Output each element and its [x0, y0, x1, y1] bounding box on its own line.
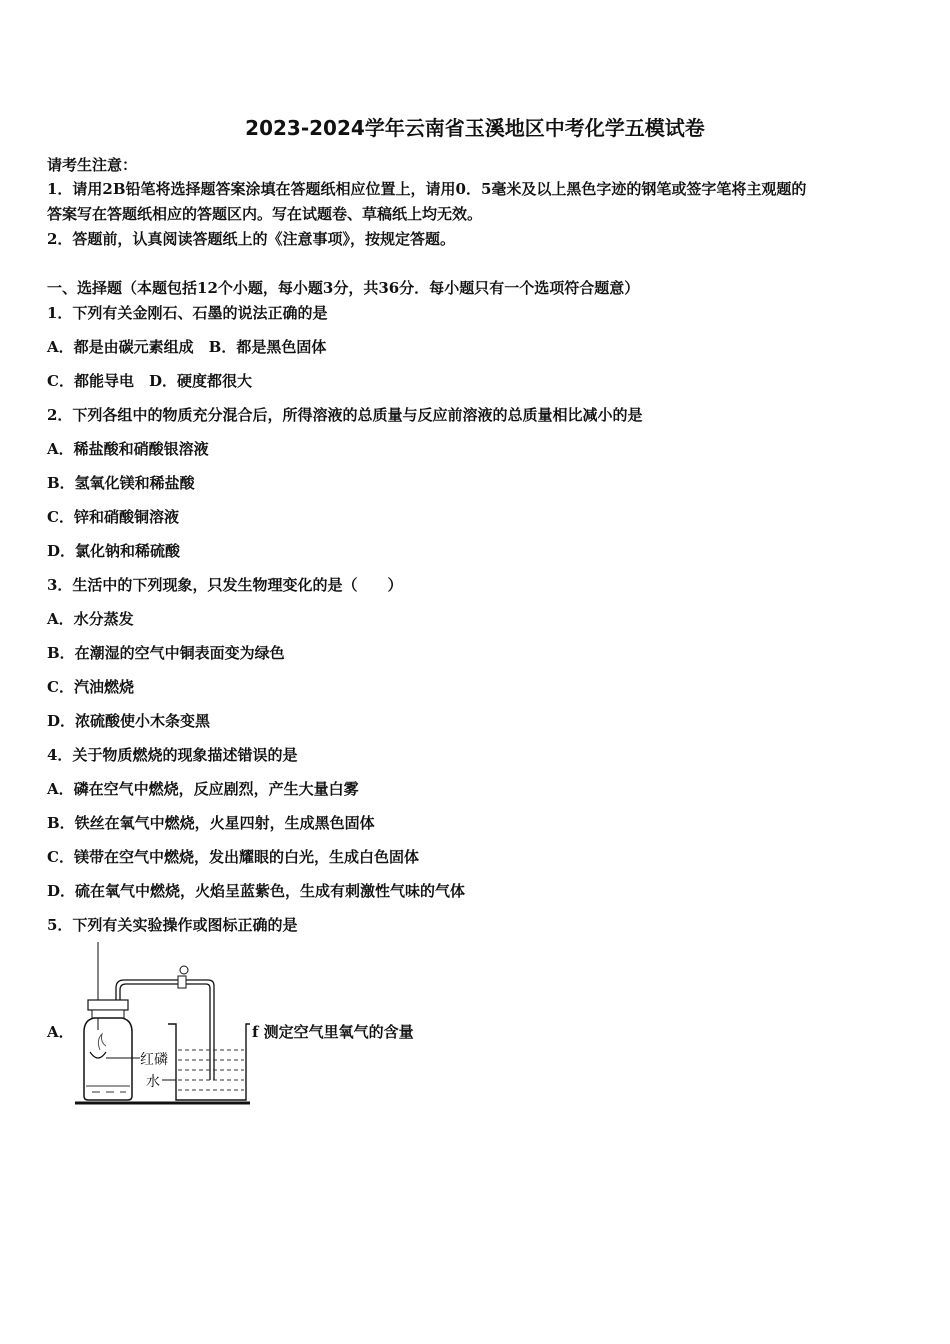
q3-option-c: C．汽油燃烧	[47, 678, 134, 696]
q4-option-d: D．硫在氧气中燃烧，火焰呈蓝紫色，生成有刺激性气味的气体	[47, 882, 466, 900]
notice-item-1-line-1: 1．请用2B铅笔将选择题答案涂填在答题纸相应位置上，请用0．5毫米及以上黑色字迹的钢笔或签字笔将主观题的	[47, 180, 807, 198]
q1-options-ab: A．都是由碳元素组成 B．都是黑色固体	[47, 338, 327, 356]
section-heading: 一、选择题（本题包括12个小题，每小题3分，共36分．每小题只有一个选项符合题意）	[47, 279, 640, 297]
notice-item-2: 2．答题前，认真阅读答题纸上的《注意事项》，按规定答题。	[47, 230, 455, 248]
jar-neck	[92, 1010, 124, 1018]
q3-option-b: B．在潮湿的空气中铜表面变为绿色	[47, 644, 285, 662]
q3-option-a: A．水分蒸发	[47, 610, 134, 628]
notice-heading: 请考生注意：	[47, 156, 138, 174]
notice-item-1-line-2: 答案写在答题纸相应的答题区内。写在试题卷、草稿纸上均无效。	[47, 205, 483, 223]
oxygen-measurement-apparatus-diagram	[70, 940, 250, 1110]
q3-stem: 3．生活中的下列现象，只发生物理变化的是（ ）	[47, 576, 403, 594]
q2-stem: 2．下列各组中的物质充分混合后，所得溶液的总质量与反应前溶液的总质量相比减小的是	[47, 406, 643, 424]
q4-option-b: B．铁丝在氧气中燃烧，火星四射，生成黑色固体	[47, 814, 375, 832]
q2-option-c: C．锌和硝酸铜溶液	[47, 508, 179, 526]
phosphorus-label: 红磷	[140, 1052, 168, 1068]
water-label: 水	[146, 1074, 160, 1090]
flame-icon	[98, 1034, 106, 1050]
q1-options-cd: C．都能导电 D．硬度都很大	[47, 372, 252, 390]
gas-jar	[84, 1018, 132, 1100]
q2-option-d: D．氯化钠和稀硫酸	[47, 542, 181, 560]
q5-option-a-label: A．	[47, 1023, 74, 1041]
q4-stem: 4．关于物质燃烧的现象描述错误的是	[47, 746, 298, 764]
q5-stem: 5．下列有关实验操作或图标正确的是	[47, 916, 298, 934]
q4-option-c: C．镁带在空气中燃烧，发出耀眼的白光，生成白色固体	[47, 848, 419, 866]
q5-option-a-caption: f 测定空气里氧气的含量	[252, 1023, 414, 1041]
beaker	[168, 1024, 250, 1100]
q3-option-d: D．浓硫酸使小木条变黑	[47, 712, 211, 730]
q2-option-b: B．氢氧化镁和稀盐酸	[47, 474, 195, 492]
q4-option-a: A．磷在空气中燃烧，反应剧烈，产生大量白雾	[47, 780, 359, 798]
spring-clamp	[178, 976, 186, 988]
q1-stem: 1．下列有关金刚石、石墨的说法正确的是	[47, 304, 328, 322]
q2-option-a: A．稀盐酸和硝酸银溶液	[47, 440, 209, 458]
stopper	[88, 1000, 128, 1010]
page-title: 2023-2024学年云南省玉溪地区中考化学五模试卷	[245, 116, 705, 140]
combustion-spoon	[90, 1052, 106, 1058]
